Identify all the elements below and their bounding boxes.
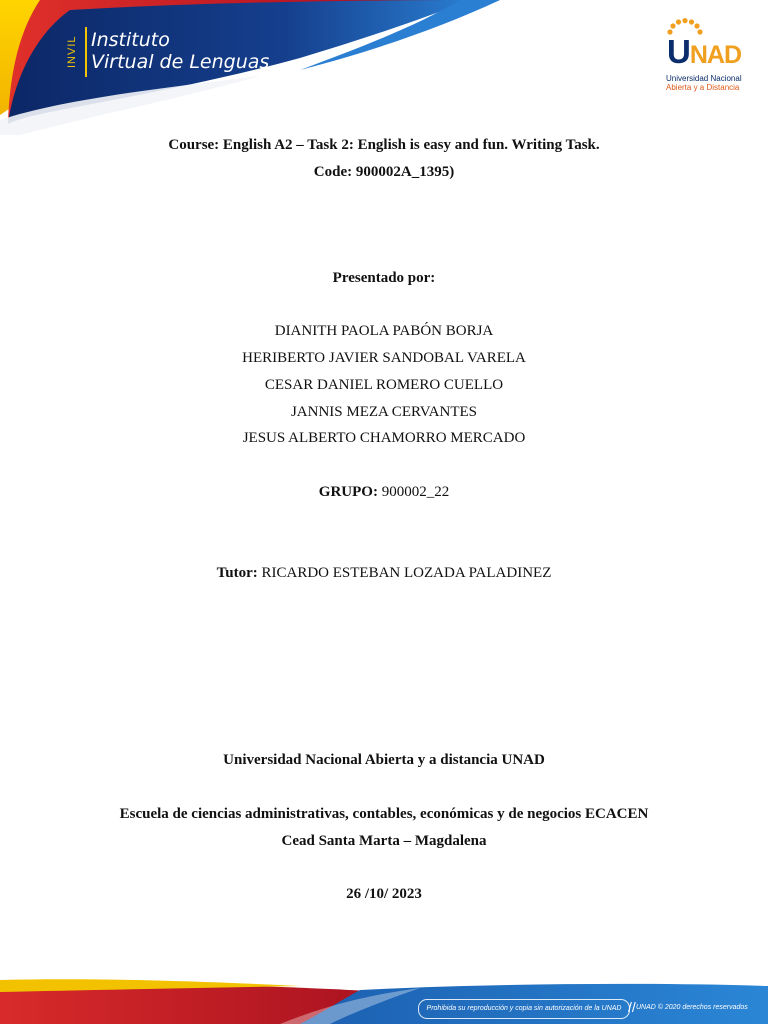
group-value: 900002_22 bbox=[377, 484, 450, 500]
unad-letter-u: U bbox=[667, 33, 690, 70]
footer-separator: // bbox=[628, 999, 636, 1015]
tutor-value: RICARDO ESTEBAN LOZADA PALADINEZ bbox=[257, 565, 552, 581]
code-line: Code: 900002A_1395) bbox=[313, 164, 455, 180]
unad-wordmark bbox=[667, 34, 741, 73]
brand-title-line2: Virtual de Lenguas bbox=[91, 51, 270, 73]
university-line: Universidad Nacional Abierta y a distancia UNAD bbox=[223, 752, 545, 768]
unad-subtitle-line1: Universidad Nacional bbox=[666, 74, 742, 83]
unad-logo bbox=[660, 18, 750, 92]
tutor-line bbox=[0, 564, 768, 582]
unad-letters-nad: NAD bbox=[689, 41, 742, 69]
unad-subtitle-line2: Abierta y a Distancia bbox=[666, 83, 740, 92]
header-banner bbox=[0, 0, 768, 135]
school-line: Escuela de ciencias administrativas, contables, económicas y de negocios ECACEN bbox=[119, 806, 649, 822]
group-label: GRUPO: bbox=[318, 484, 378, 500]
author-name: JANNIS MEZA CERVANTES bbox=[290, 404, 478, 420]
footer-notice: Prohibida su reproducción y copia sin autorización de la UNAD bbox=[418, 999, 630, 1019]
brand-title-line1: Instituto bbox=[91, 29, 170, 51]
presented-by-heading: Presentado por: bbox=[332, 270, 436, 286]
author-name: JESUS ALBERTO CHAMORRO MERCADO bbox=[242, 430, 526, 446]
invil-vertical-label: INVIL bbox=[66, 35, 78, 69]
cead-line: Cead Santa Marta – Magdalena bbox=[281, 833, 487, 849]
tutor-label: Tutor: bbox=[216, 565, 258, 581]
author-name: CESAR DANIEL ROMERO CUELLO bbox=[264, 377, 504, 393]
group-line bbox=[0, 483, 768, 501]
author-name: DIANITH PAOLA PABÓN BORJA bbox=[274, 323, 494, 339]
author-name: HERIBERTO JAVIER SANDOBAL VARELA bbox=[242, 350, 526, 366]
date-line: 26 /10/ 2023 bbox=[346, 886, 422, 902]
course-line: Course: English A2 – Task 2: English is easy and fun. Writing Task. bbox=[168, 137, 600, 153]
footer-copyright: UNAD © 2020 derechos reservados bbox=[636, 1004, 748, 1011]
brand-divider bbox=[85, 27, 87, 77]
